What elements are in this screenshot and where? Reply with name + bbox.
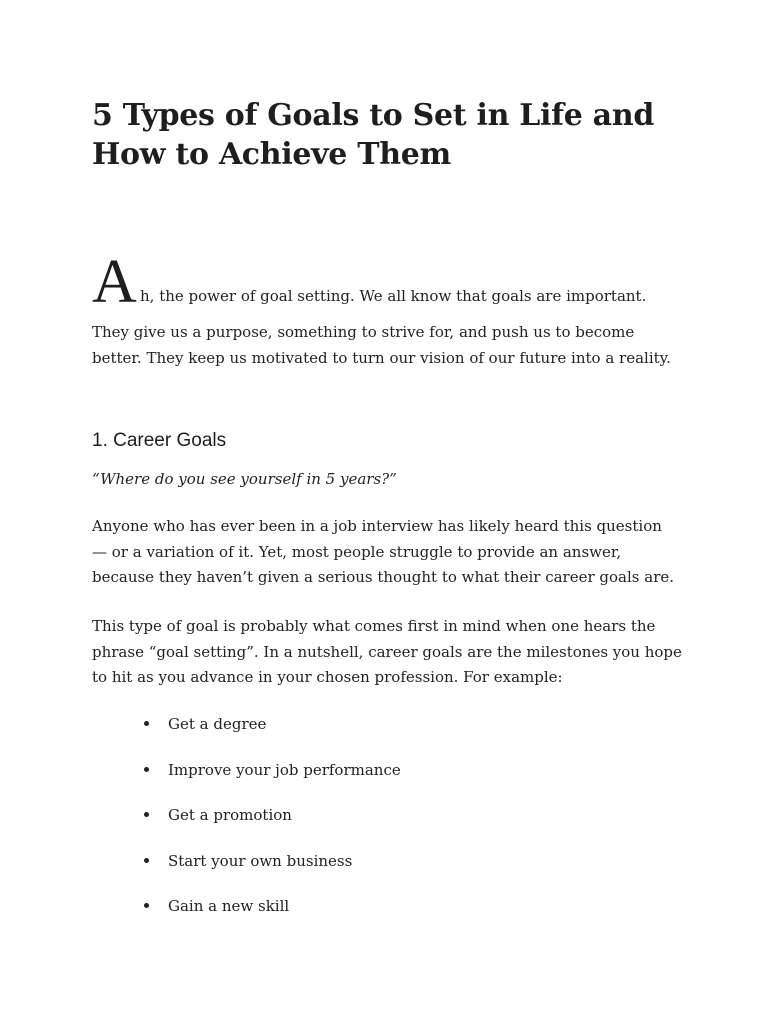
- intro-line: They give us a purpose, something to strive for, and push us to become: [92, 323, 635, 341]
- list-item: [142, 803, 401, 849]
- article-title: [92, 96, 712, 174]
- list-item: [142, 849, 401, 895]
- list-item: [142, 758, 401, 804]
- list-item-text: Gain a new skill: [168, 897, 290, 915]
- paragraph-line: because they haven’t given a serious thought to what their career goals are.: [92, 568, 675, 586]
- intro-rest: [92, 319, 671, 371]
- section-quote: “Where do you see yourself in 5 years?”: [92, 470, 397, 488]
- bullet-icon: [144, 721, 149, 726]
- intro-line: better. They keep us motivated to turn our vision of our future into a reality.: [92, 349, 671, 367]
- body-paragraph: [92, 614, 692, 691]
- body-paragraph: [92, 514, 692, 591]
- list-item: [142, 894, 401, 940]
- section-heading-career-goals: 1. Career Goals: [92, 430, 227, 451]
- drop-cap: A: [92, 248, 137, 316]
- list-item-text: Get a promotion: [168, 806, 292, 824]
- paragraph-line: to hit as you advance in your chosen profession. For example:: [92, 668, 563, 686]
- bullet-icon: [144, 812, 149, 817]
- list-item: [142, 712, 401, 758]
- bullet-icon: [144, 767, 149, 772]
- article-title-line-2: How to Achieve Them: [92, 137, 452, 172]
- bullet-icon: [144, 858, 149, 863]
- list-item-text: Improve your job performance: [168, 760, 401, 779]
- paragraph-line: Anyone who has ever been in a job interview has likely heard this question: [92, 517, 662, 535]
- bullet-icon: [144, 903, 149, 908]
- list-item-text: Get a degree: [168, 715, 267, 733]
- paragraph-line: phrase “goal setting”. In a nutshell, career goals are the milestones you hope: [92, 642, 682, 661]
- paragraph-line: — or a variation of it. Yet, most people struggle to provide an answer,: [92, 542, 622, 561]
- article-title-line-1: 5 Types of Goals to Set in Life and: [92, 98, 655, 133]
- paragraph-line: This type of goal is probably what comes first in mind when one hears the: [92, 617, 656, 635]
- intro-first-line: h, the power of goal setting. We all know that goals are important.: [140, 287, 647, 305]
- career-goal-examples-list: [142, 712, 401, 940]
- list-item-text: Start your own business: [168, 851, 353, 870]
